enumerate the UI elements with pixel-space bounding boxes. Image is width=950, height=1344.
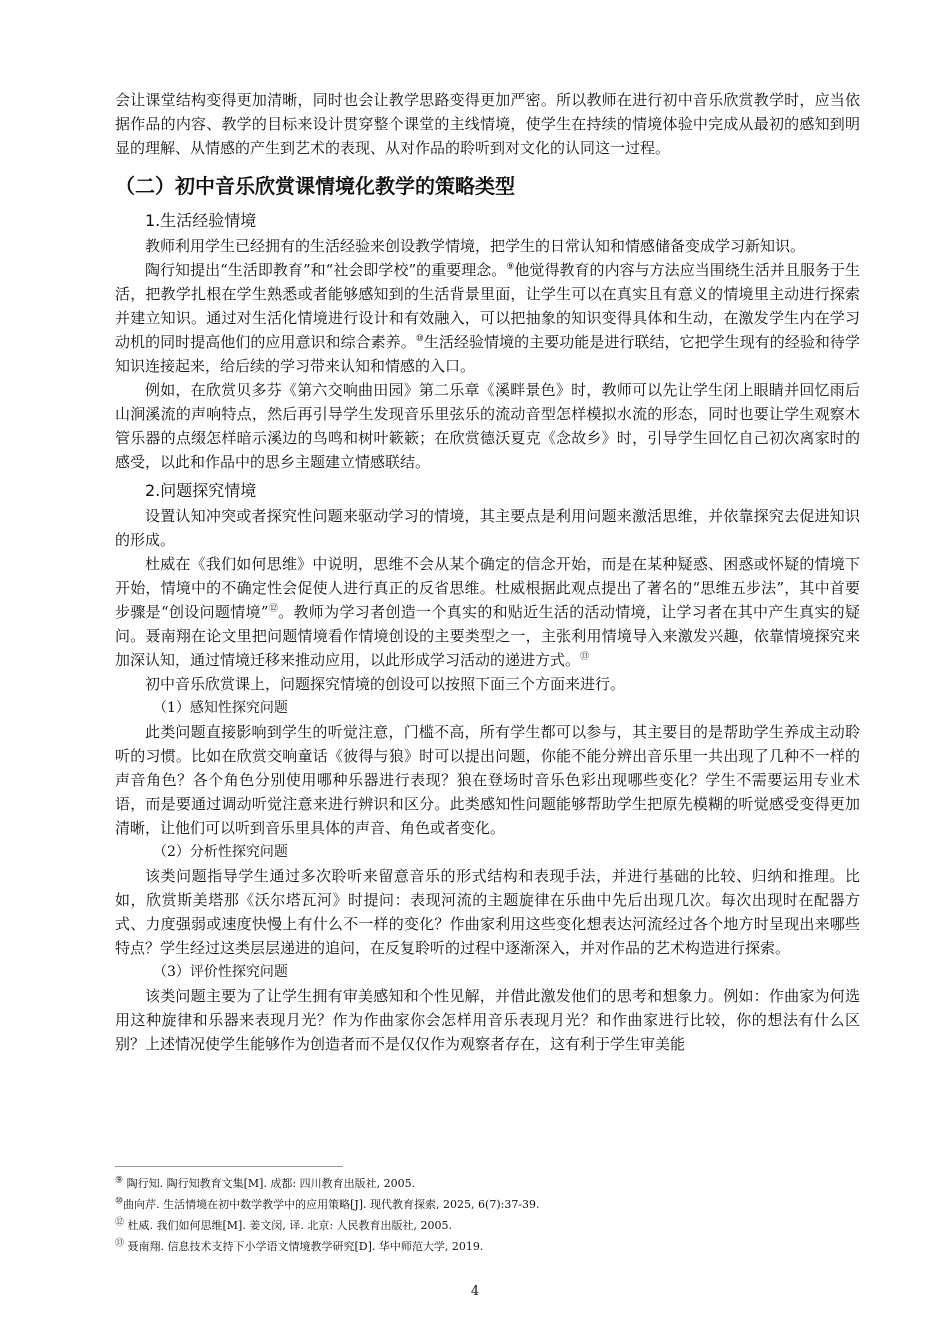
footnote-text: 杜威. 我们如何思维[M]. 姜文闵, 译. 北京: 人民教育出版社, 2005. [124,1219,453,1232]
page-number: 4 [470,1284,480,1299]
footnote [115,1194,860,1215]
paragraph: 例如，在欣赏贝多芬《第六交响曲田园》第二乐章《溪畔景色》时，教师可以先让学生闭上眼睛并回忆雨后山涧溪流的声响特点，然后再引导学生发现音乐里弦乐的流动音型怎样模拟水流的形态，同时也要让学生观察木管乐器的点缀怎样暗示溪边的鸟鸣和树叶簌簌；在欣赏德沃夏克《念故乡》时，引导学生回忆自己初次离家时的感受，以此和作品中的思乡主题建立情感联结。 [115,381,860,471]
footnote [115,1173,860,1194]
footnote-mark: ⑫ [115,1217,125,1228]
paragraph: 此类问题直接影响到学生的听觉注意，门槛不高，所有学生都可以参与，其主要目的是帮助学生养成主动聆听的习惯。比如在欣赏交响童话《彼得与狼》时可以提出问题，你能不能分辨出音乐里一共出现了几种不一样的声音角色？各个角色分别使用哪种乐器进行表现？狼在登场时音乐色彩出现哪些变化？学生不需要运用专业术语，而是要通过调动听觉注意来进行辨识和区分。此类感知性问题能够帮助学生把原先模糊的听觉感受变得更加清晰，让他们可以听到音乐里具体的声音、角色或者变化。 [115,723,860,837]
footnote-text: 曲向芹. 生活情境在初中数学教学中的应用策略[J]. 现代教育探索, 2025, 6(7):37-39. [123,1198,540,1211]
subsection-heading-inquiry: 2.问题探究情境 [145,481,257,500]
footnote-mark: ⑨ [115,1175,124,1186]
paragraph-text: 杜威在《我们如何思维》中说明，思维不会从某个确定的信念开始，而是在某种疑惑、困惑或怀疑的情境下开始，情境中的不确定性会促使人进行真正的反省思维。杜威根据此观点提出了著名的“思维五步法”，其中首要步骤是“创设问题情境” [115,555,860,621]
question-type-heading: （3）评价性探究问题 [153,964,288,980]
footnote-mark: ⑬ [115,1238,125,1249]
paragraph-text: 生活经验情境的主要功能是进行联结，它把学生现有的经验和待学知识连接起来，给后续的学习带来认知和情感的入口。 [115,333,860,375]
footnote-ref: ⑬ [580,652,590,662]
paragraph: 教师利用学生已经拥有的生活经验来创设教学情境，把学生的日常认知和情感储备变成学习新知识。 [145,237,806,255]
footnote-mark: ⑩ [115,1196,124,1207]
paragraph-text: 。教师为学习者创造一个真实的和贴近生活的活动情境，让学习者在其中产生真实的疑问。聂南翔在论文里把问题情境看作情境创设的主要类型之一，主张利用情境导入来激发兴趣，依靠情境探究来加深认知，通过情境迁移来推动应用，以此形成学习活动的递进方式。 [115,603,860,669]
footnote-text: 陶行知. 陶行知教育文集[M]. 成都: 四川教育出版社, 2005. [123,1177,416,1190]
paragraph: 该类问题指导学生通过多次聆听来留意音乐的形式结构和表现手法，并进行基础的比较、归纳和推理。比如，欣赏斯美塔那《沃尔塔瓦河》时提问：表现河流的主题旋律在乐曲中先后出现几次。每次出现时在配器方式、力度强弱或速度快慢上有什么不一样的变化？作曲家利用这些变化想表达河流经过各个地方时呈现出来哪些特点？学生经过这类层层递进的追问，在反复聆听的过程中逐渐深入，并对作品的艺术构造进行探索。 [115,867,860,957]
paragraph-text: 陶行知提出“生活即教育”和“社会即学校”的重要理念。 [145,261,507,279]
footnote [115,1236,860,1257]
paragraph: 该类问题主要为了让学生拥有审美感知和个性见解，并借此激发他们的思考和想象力。例如：作曲家为何选用这种旋律和乐器来表现月光？作为作曲家你会怎样用音乐表现月光？和作曲家进行比较，你的想法有什么区别？上述情况使学生能够作为创造者而不是仅仅作为观察者存在，这有利于学生审美能 [115,987,860,1053]
paragraph: 设置认知冲突或者探究性问题来驱动学习的情境，其主要点是利用问题来激活思维，并依靠探究去促进知识的形成。 [115,507,860,549]
section-heading: （二）初中音乐欣赏课情境化教学的策略类型 [115,174,515,198]
paragraph: 初中音乐欣赏课上，问题探究情境的创设可以按照下面三个方面来进行。 [145,675,626,693]
paragraph-text: 他觉得教育的内容与方法应当围绕生活并且服务于生活，把教学扎根在学生熟悉或者能够感知到的生活背景里面，让学生可以在真实且有意义的情境里主动进行探索并建立知识。通过对生活化情境进行设计和有效融入，可以把抽象的知识变得具体和生动，在激发学生内在学习动机的同时提高他们的应用意识和综合素养。 [115,261,860,351]
footnote-ref: ⑫ [268,604,279,614]
subsection-heading-life: 1.生活经验情境 [145,211,257,230]
question-type-heading: （2）分析性探究问题 [153,844,288,860]
footnotes [115,1166,860,1257]
paragraph [115,552,860,672]
page-body [115,88,860,1056]
paragraph [115,258,860,378]
footnote-ref: ⑨ [506,262,515,272]
footnote-ref: ⑩ [415,334,424,344]
footnote-text: 聂南翔. 信息技术支持下小学语文情境教学研究[D]. 华中师范大学, 2019. [124,1240,484,1253]
intro-paragraph: 会让课堂结构变得更加清晰，同时也会让教学思路变得更加严密。所以教师在进行初中音乐欣赏教学时，应当依据作品的内容、教学的目标来设计贯穿整个课堂的主线情境，使学生在持续的情境体验中完成从最初的感知到明显的理解、从情感的产生到艺术的表现、从对作品的聆听到对文化的认同这一过程。 [115,91,860,157]
footnote [115,1215,860,1236]
footnote-divider [115,1166,343,1167]
question-type-heading: （1）感知性探究问题 [153,700,288,716]
